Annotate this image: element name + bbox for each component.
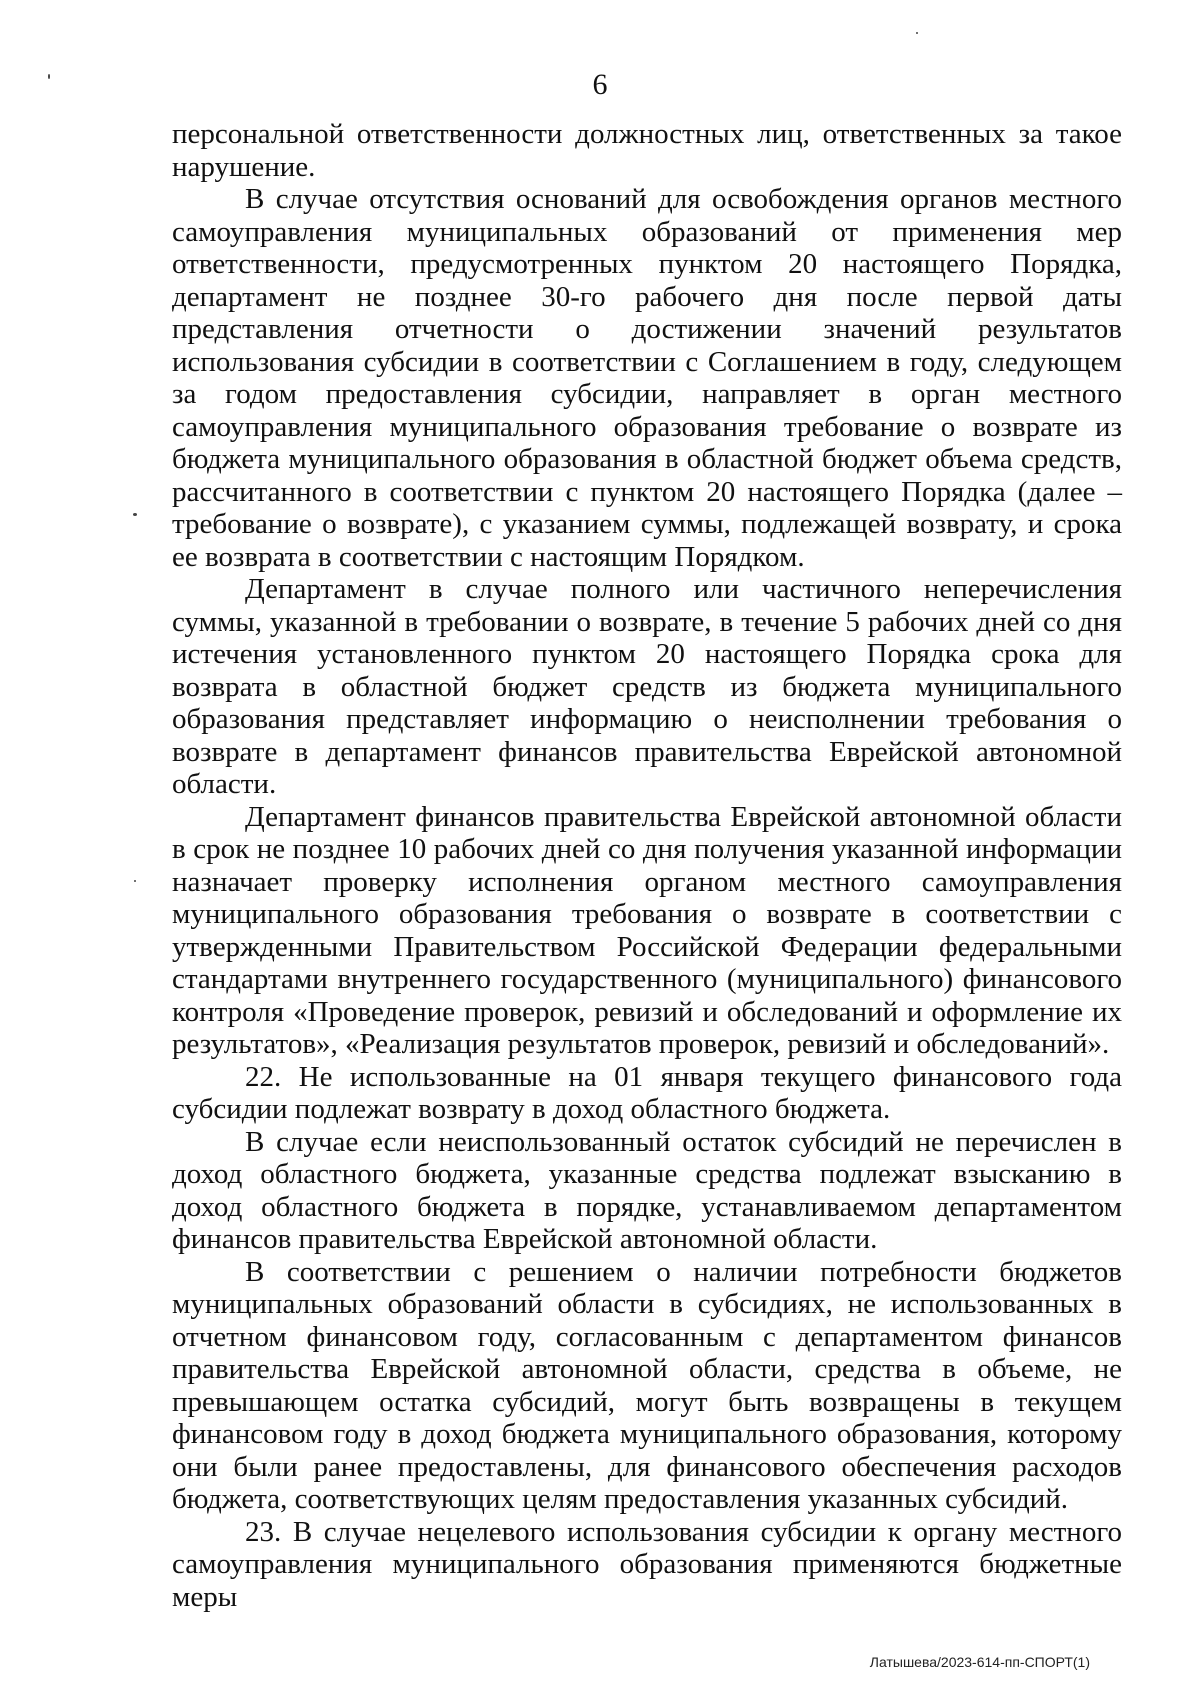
paragraph: персональной ответственности должностных лиц, ответственных за такое нарушение.: [172, 118, 1122, 183]
scan-speck: [133, 513, 137, 516]
scan-speck: [48, 74, 50, 79]
document-body: [172, 118, 1122, 1613]
scan-speck: [916, 32, 918, 34]
paragraph: В соответствии с решением о наличии потребности бюджетов муниципальных образований области в субсидиях, не использованных в отчетном финансовом году, согласованным с департаментом финансов правительства Еврейской автономной области, средства в объеме, не превышающем остатка субсидий, могут быть возвращены в текущем финансовом году в доход бюджета муниципального образования, которому они были ранее предоставлены, для финансового обеспечения расходов бюджета, соответствующих целям предоставления указанных субсидий.: [172, 1255, 1122, 1515]
paragraph: В случае если неиспользованный остаток субсидий не перечислен в доход областного бюджета, указанные средства подлежат взысканию в доход областного бюджета в порядке, устанавливаемом департаментом финансов правительства Еврейской автономной области.: [172, 1125, 1122, 1255]
scan-speck: [134, 880, 136, 882]
paragraph: Департамент в случае полного или частичного неперечисления суммы, указанной в требовании о возврате, в течение 5 рабочих дней со дня истечения установленного пунктом 20 настоящего Порядка срока для возврата в областной бюджет средств из бюджета муниципального образования представляет информацию о неисполнении требования о возврате в департамент финансов правительства Еврейской автономной области.: [172, 573, 1122, 800]
paragraph: 23. В случае нецелевого использования субсидии к органу местного самоуправления муниципального образования применяются бюджетные меры: [172, 1515, 1122, 1613]
paragraph: В случае отсутствия оснований для освобождения органов местного самоуправления муниципальных образований от применения мер ответственности, предусмотренных пунктом 20 настоящего Порядка, департамент не позднее 30-го рабочего дня после первой даты представления отчетности о достижении значений результатов использования субсидии в соответствии с Соглашением в году, следующем за годом предоставления субсидии, направляет в орган местного самоуправления муниципального образования требование о возврате из бюджета муниципального образования в областной бюджет объема средств, рассчитанного в соответствии с пунктом 20 настоящего Порядка (далее – требование о возврате), с указанием суммы, подлежащей возврату, и срока ее возврата в соответствии с настоящим Порядком.: [172, 183, 1122, 573]
paragraph: 22. Не использованные на 01 января текущего финансового года субсидии подлежат возврату в доход областного бюджета.: [172, 1060, 1122, 1125]
paragraph: Департамент финансов правительства Еврейской автономной области в срок не позднее 10 рабочих дней со дня получения указанной информации назначает проверку исполнения органом местного самоуправления муниципального образования требования о возврате в соответствии с утвержденными Правительством Российской Федерации федеральными стандартами внутреннего государственного (муниципального) финансового контроля «Проведение проверок, ревизий и обследований и оформление их результатов», «Реализация результатов проверок, ревизий и обследований».: [172, 800, 1122, 1060]
document-reference: Латышева/2023-614-пп-СПОРТ(1): [869, 1654, 1090, 1670]
page-number: 6: [592, 68, 608, 101]
